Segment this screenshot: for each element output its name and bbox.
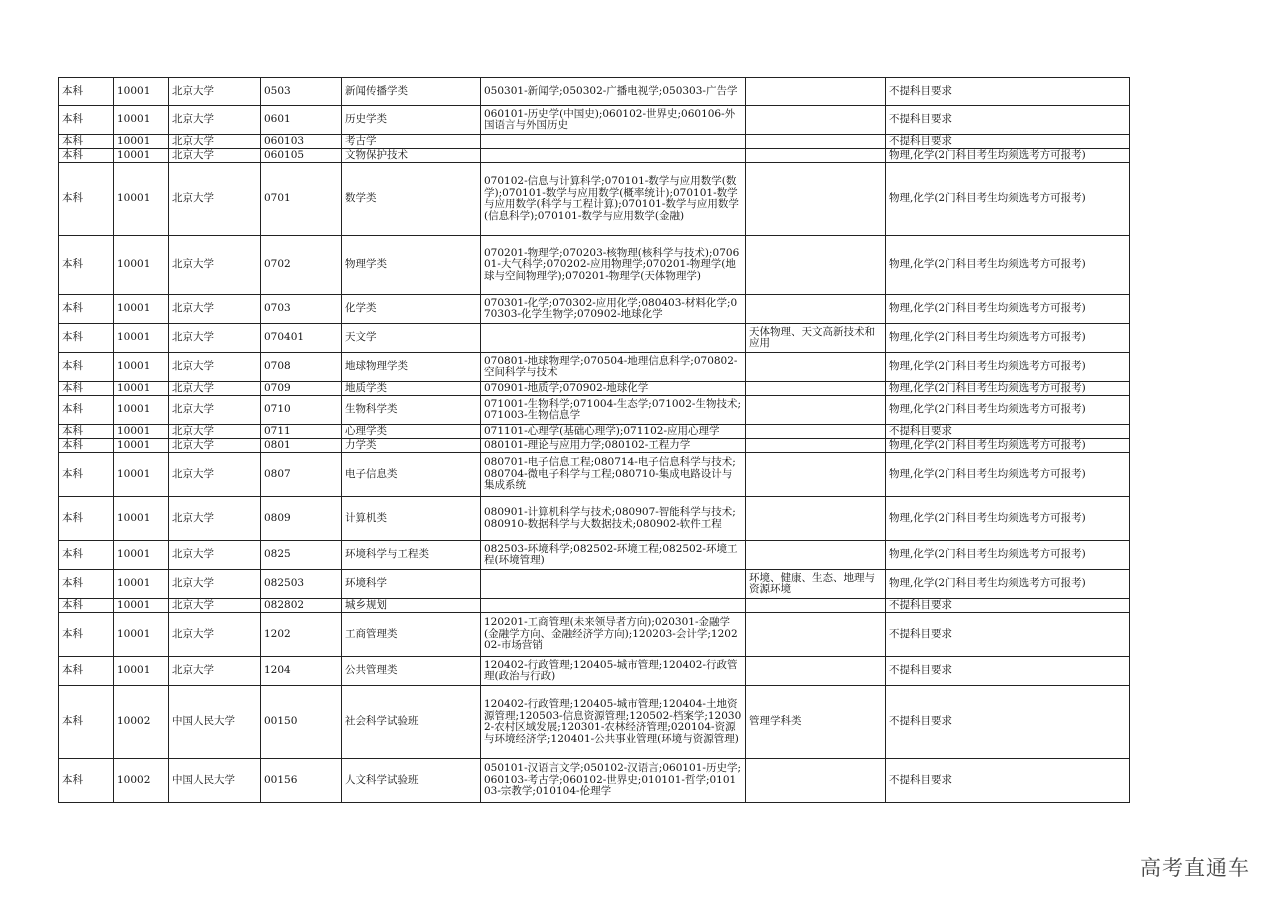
included-majors-cell <box>481 149 746 163</box>
category-cell <box>746 425 886 439</box>
school-name-cell: 北京大学 <box>169 236 261 295</box>
major-name-cell: 力学类 <box>342 439 481 453</box>
category-cell <box>746 163 886 236</box>
major-name-cell: 计算机类 <box>342 497 481 541</box>
major-name-cell: 地质学类 <box>342 382 481 396</box>
major-name-cell: 物理学类 <box>342 236 481 295</box>
level-cell: 本科 <box>59 570 114 599</box>
school-code-cell: 10001 <box>114 295 169 324</box>
school-code-cell: 10001 <box>114 135 169 149</box>
major-name-cell: 工商管理类 <box>342 613 481 657</box>
major-name-cell: 文物保护技术 <box>342 149 481 163</box>
school-code-cell: 10001 <box>114 657 169 686</box>
requirement-cell: 不提科目要求 <box>886 106 1130 135</box>
requirement-cell: 不提科目要求 <box>886 686 1130 759</box>
category-cell <box>746 439 886 453</box>
requirement-cell: 物理,化学(2门科目考生均须选考方可报考) <box>886 396 1130 425</box>
school-name-cell: 北京大学 <box>169 324 261 353</box>
major-name-cell: 化学类 <box>342 295 481 324</box>
level-cell: 本科 <box>59 599 114 613</box>
major-code-cell: 060105 <box>261 149 342 163</box>
school-code-cell: 10002 <box>114 686 169 759</box>
school-name-cell: 北京大学 <box>169 453 261 497</box>
level-cell: 本科 <box>59 759 114 803</box>
table-row <box>59 613 1130 657</box>
category-cell <box>746 657 886 686</box>
included-majors-cell: 060101-历史学(中国史);060102-世界史;060106-外国语言与外国历史 <box>481 106 746 135</box>
school-code-cell: 10001 <box>114 149 169 163</box>
level-cell: 本科 <box>59 149 114 163</box>
requirement-cell: 物理,化学(2门科目考生均须选考方可报考) <box>886 295 1130 324</box>
major-name-cell: 数学类 <box>342 163 481 236</box>
major-code-cell: 060103 <box>261 135 342 149</box>
category-cell <box>746 497 886 541</box>
requirement-cell: 物理,化学(2门科目考生均须选考方可报考) <box>886 163 1130 236</box>
included-majors-cell: 050101-汉语言文学;050102-汉语言;060101-历史学;060103-考古学;060102-世界史;010101-哲学;010103-宗教学;010104-伦理学 <box>481 759 746 803</box>
school-name-cell: 北京大学 <box>169 541 261 570</box>
school-code-cell: 10001 <box>114 236 169 295</box>
major-code-cell: 0711 <box>261 425 342 439</box>
table-row <box>59 439 1130 453</box>
table-row <box>59 78 1130 106</box>
level-cell: 本科 <box>59 135 114 149</box>
requirement-cell: 物理,化学(2门科目考生均须选考方可报考) <box>886 497 1130 541</box>
level-cell: 本科 <box>59 353 114 382</box>
requirement-cell: 物理,化学(2门科目考生均须选考方可报考) <box>886 541 1130 570</box>
requirement-cell: 不提科目要求 <box>886 599 1130 613</box>
school-name-cell: 北京大学 <box>169 425 261 439</box>
included-majors-cell: 080101-理论与应用力学;080102-工程力学 <box>481 439 746 453</box>
school-name-cell: 北京大学 <box>169 599 261 613</box>
included-majors-cell: 071101-心理学(基础心理学);071102-应用心理学 <box>481 425 746 439</box>
major-code-cell: 0801 <box>261 439 342 453</box>
included-majors-cell: 050301-新闻学;050302-广播电视学;050303-广告学 <box>481 78 746 106</box>
school-code-cell: 10001 <box>114 613 169 657</box>
subject-requirement-table <box>58 77 1130 803</box>
level-cell: 本科 <box>59 497 114 541</box>
category-cell <box>746 396 886 425</box>
school-name-cell: 北京大学 <box>169 382 261 396</box>
table-row <box>59 453 1130 497</box>
included-majors-cell: 120402-行政管理;120405-城市管理;120404-土地资源管理;120503-信息资源管理;120502-档案学;120302-农村区域发展;120301-农林经济管理;020104-资源与环境经济学;120401-公共事业管理(环境与资源管理) <box>481 686 746 759</box>
school-name-cell: 中国人民大学 <box>169 686 261 759</box>
major-name-cell: 城乡规划 <box>342 599 481 613</box>
school-code-cell: 10002 <box>114 759 169 803</box>
requirement-cell: 物理,化学(2门科目考生均须选考方可报考) <box>886 570 1130 599</box>
school-code-cell: 10001 <box>114 599 169 613</box>
level-cell: 本科 <box>59 236 114 295</box>
school-code-cell: 10001 <box>114 78 169 106</box>
included-majors-cell: 070102-信息与计算科学;070101-数学与应用数学(数学);070101-数学与应用数学(概率统计);070101-数学与应用数学(科学与工程计算);070101-数学与应用数学(信息科学);070101-数学与应用数学(金融) <box>481 163 746 236</box>
table-row <box>59 759 1130 803</box>
requirement-cell: 物理,化学(2门科目考生均须选考方可报考) <box>886 149 1130 163</box>
table-row <box>59 570 1130 599</box>
major-code-cell: 082802 <box>261 599 342 613</box>
category-cell <box>746 613 886 657</box>
category-cell <box>746 541 886 570</box>
level-cell: 本科 <box>59 541 114 570</box>
major-name-cell: 考古学 <box>342 135 481 149</box>
major-code-cell: 0503 <box>261 78 342 106</box>
watermark-text: 高考直通车 <box>1140 856 1250 880</box>
major-code-cell: 0809 <box>261 497 342 541</box>
school-name-cell: 北京大学 <box>169 135 261 149</box>
level-cell: 本科 <box>59 396 114 425</box>
level-cell: 本科 <box>59 324 114 353</box>
table-row <box>59 686 1130 759</box>
table-row <box>59 396 1130 425</box>
major-code-cell: 0807 <box>261 453 342 497</box>
requirement-cell: 物理,化学(2门科目考生均须选考方可报考) <box>886 324 1130 353</box>
category-cell <box>746 453 886 497</box>
included-majors-cell: 071001-生物科学;071004-生态学;071002-生物技术;071003-生物信息学 <box>481 396 746 425</box>
included-majors-cell <box>481 324 746 353</box>
category-cell: 管理学科类 <box>746 686 886 759</box>
school-code-cell: 10001 <box>114 163 169 236</box>
level-cell: 本科 <box>59 613 114 657</box>
major-name-cell: 历史学类 <box>342 106 481 135</box>
category-cell <box>746 106 886 135</box>
included-majors-cell: 082503-环境科学;082502-环境工程;082502-环境工程(环境管理) <box>481 541 746 570</box>
school-code-cell: 10001 <box>114 324 169 353</box>
major-code-cell: 070401 <box>261 324 342 353</box>
major-code-cell: 0601 <box>261 106 342 135</box>
school-code-cell: 10001 <box>114 570 169 599</box>
major-code-cell: 0708 <box>261 353 342 382</box>
school-code-cell: 10001 <box>114 396 169 425</box>
category-cell <box>746 295 886 324</box>
included-majors-cell: 080901-计算机科学与技术;080907-智能科学与技术;080910-数据科学与大数据技术;080902-软件工程 <box>481 497 746 541</box>
school-name-cell: 北京大学 <box>169 439 261 453</box>
included-majors-cell: 070901-地质学;070902-地球化学 <box>481 382 746 396</box>
level-cell: 本科 <box>59 453 114 497</box>
major-code-cell: 0703 <box>261 295 342 324</box>
school-name-cell: 北京大学 <box>169 353 261 382</box>
table-row <box>59 382 1130 396</box>
school-name-cell: 北京大学 <box>169 149 261 163</box>
table-row <box>59 236 1130 295</box>
level-cell: 本科 <box>59 425 114 439</box>
table-row <box>59 425 1130 439</box>
major-code-cell: 0709 <box>261 382 342 396</box>
major-name-cell: 电子信息类 <box>342 453 481 497</box>
major-code-cell: 082503 <box>261 570 342 599</box>
category-cell <box>746 236 886 295</box>
category-cell <box>746 382 886 396</box>
included-majors-cell <box>481 135 746 149</box>
major-code-cell: 0702 <box>261 236 342 295</box>
requirement-cell: 不提科目要求 <box>886 657 1130 686</box>
table-row <box>59 324 1130 353</box>
level-cell: 本科 <box>59 439 114 453</box>
category-cell: 天体物理、天文高新技术和应用 <box>746 324 886 353</box>
level-cell: 本科 <box>59 657 114 686</box>
table-row <box>59 541 1130 570</box>
school-name-cell: 北京大学 <box>169 497 261 541</box>
major-code-cell: 0710 <box>261 396 342 425</box>
major-code-cell: 0701 <box>261 163 342 236</box>
requirement-cell: 不提科目要求 <box>886 135 1130 149</box>
level-cell: 本科 <box>59 163 114 236</box>
included-majors-cell: 120201-工商管理(未来领导者方向);020301-金融学(金融学方向、金融经济学方向);120203-会计学;120202-市场营销 <box>481 613 746 657</box>
table-row <box>59 295 1130 324</box>
requirement-cell: 不提科目要求 <box>886 613 1130 657</box>
school-code-cell: 10001 <box>114 353 169 382</box>
major-name-cell: 地球物理学类 <box>342 353 481 382</box>
requirement-cell: 物理,化学(2门科目考生均须选考方可报考) <box>886 382 1130 396</box>
requirement-cell: 物理,化学(2门科目考生均须选考方可报考) <box>886 439 1130 453</box>
school-code-cell: 10001 <box>114 541 169 570</box>
school-code-cell: 10001 <box>114 382 169 396</box>
level-cell: 本科 <box>59 295 114 324</box>
major-name-cell: 心理学类 <box>342 425 481 439</box>
requirement-cell: 不提科目要求 <box>886 759 1130 803</box>
school-name-cell: 北京大学 <box>169 106 261 135</box>
major-name-cell: 环境科学 <box>342 570 481 599</box>
major-code-cell: 1202 <box>261 613 342 657</box>
level-cell: 本科 <box>59 106 114 135</box>
included-majors-cell <box>481 570 746 599</box>
level-cell: 本科 <box>59 686 114 759</box>
category-cell <box>746 599 886 613</box>
school-code-cell: 10001 <box>114 497 169 541</box>
school-name-cell: 北京大学 <box>169 295 261 324</box>
admission-table-sheet <box>58 77 1129 803</box>
requirement-cell: 不提科目要求 <box>886 78 1130 106</box>
major-name-cell: 社会科学试验班 <box>342 686 481 759</box>
major-code-cell: 00150 <box>261 686 342 759</box>
requirement-cell: 物理,化学(2门科目考生均须选考方可报考) <box>886 453 1130 497</box>
included-majors-cell: 080701-电子信息工程;080714-电子信息科学与技术;080704-微电子科学与工程;080710-集成电路设计与集成系统 <box>481 453 746 497</box>
category-cell <box>746 759 886 803</box>
major-name-cell: 新闻传播学类 <box>342 78 481 106</box>
included-majors-cell: 120402-行政管理;120405-城市管理;120402-行政管理(政治与行政) <box>481 657 746 686</box>
school-code-cell: 10001 <box>114 439 169 453</box>
table-row <box>59 106 1130 135</box>
major-name-cell: 人文科学试验班 <box>342 759 481 803</box>
table-row <box>59 163 1130 236</box>
table-row <box>59 497 1130 541</box>
table-row <box>59 353 1130 382</box>
major-code-cell: 1204 <box>261 657 342 686</box>
category-cell <box>746 353 886 382</box>
table-row <box>59 135 1130 149</box>
included-majors-cell <box>481 599 746 613</box>
level-cell: 本科 <box>59 78 114 106</box>
table-row <box>59 599 1130 613</box>
school-name-cell: 中国人民大学 <box>169 759 261 803</box>
requirement-cell: 不提科目要求 <box>886 425 1130 439</box>
school-code-cell: 10001 <box>114 453 169 497</box>
school-name-cell: 北京大学 <box>169 78 261 106</box>
school-code-cell: 10001 <box>114 425 169 439</box>
school-name-cell: 北京大学 <box>169 613 261 657</box>
included-majors-cell: 070801-地球物理学;070504-地理信息科学;070802-空间科学与技术 <box>481 353 746 382</box>
included-majors-cell: 070301-化学;070302-应用化学;080403-材料化学;070303-化学生物学;070902-地球化学 <box>481 295 746 324</box>
school-name-cell: 北京大学 <box>169 163 261 236</box>
school-name-cell: 北京大学 <box>169 570 261 599</box>
major-name-cell: 公共管理类 <box>342 657 481 686</box>
category-cell <box>746 135 886 149</box>
major-code-cell: 00156 <box>261 759 342 803</box>
major-code-cell: 0825 <box>261 541 342 570</box>
category-cell <box>746 149 886 163</box>
school-name-cell: 北京大学 <box>169 657 261 686</box>
requirement-cell: 物理,化学(2门科目考生均须选考方可报考) <box>886 353 1130 382</box>
requirement-cell: 物理,化学(2门科目考生均须选考方可报考) <box>886 236 1130 295</box>
major-name-cell: 生物科学类 <box>342 396 481 425</box>
table-row <box>59 149 1130 163</box>
category-cell: 环境、健康、生态、地理与资源环境 <box>746 570 886 599</box>
major-name-cell: 天文学 <box>342 324 481 353</box>
category-cell <box>746 78 886 106</box>
school-name-cell: 北京大学 <box>169 396 261 425</box>
major-name-cell: 环境科学与工程类 <box>342 541 481 570</box>
level-cell: 本科 <box>59 382 114 396</box>
table-row <box>59 657 1130 686</box>
school-code-cell: 10001 <box>114 106 169 135</box>
included-majors-cell: 070201-物理学;070203-核物理(核科学与技术);070601-大气科学;070202-应用物理学;070201-物理学(地球与空间物理学);070201-物理学(天体物理学) <box>481 236 746 295</box>
